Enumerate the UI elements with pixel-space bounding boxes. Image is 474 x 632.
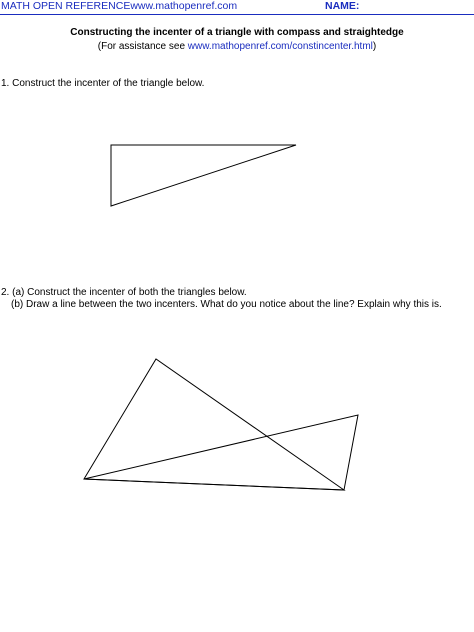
triangle-q1 [111,145,296,206]
assistance-link[interactable]: www.mathopenref.com/constincenter.html [187,41,373,52]
brand-url[interactable]: www.mathopenref.com [130,0,238,12]
triangle-q2-right [84,415,358,490]
question-2b: (b) Draw a line between the two incenters. What do you notice about the line? Explain why this is. [11,299,442,310]
name-label: NAME: [325,0,360,12]
subtitle-suffix: ) [372,41,377,52]
brand-name: MATH OPEN REFERENCE [1,0,131,12]
question-1: 1. Construct the incenter of the triangle below. [1,78,205,89]
worksheet-title: Constructing the incenter of a triangle with compass and straightedge [70,27,404,38]
subtitle-prefix: (For assistance see [97,41,188,52]
question-2a: 2. (a) Construct the incenter of both the triangles below. [1,287,247,298]
